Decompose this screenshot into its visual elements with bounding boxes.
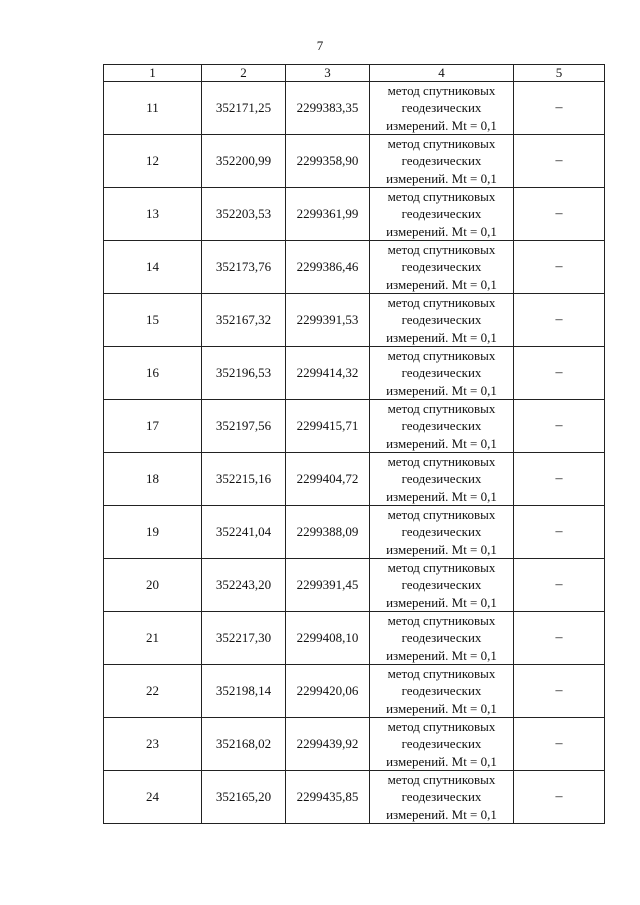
- coordinates-table: [103, 64, 605, 824]
- x-coordinate-cell: 352203,53: [202, 188, 286, 241]
- x-coordinate-cell: 352168,02: [202, 718, 286, 771]
- note-cell: –: [514, 241, 605, 294]
- table-row: [104, 612, 605, 665]
- y-coordinate-cell: 2299358,90: [286, 135, 370, 188]
- method-cell: метод спутниковых геодезических измерений. Mt = 0,1: [370, 771, 514, 824]
- x-coordinate-cell: 352173,76: [202, 241, 286, 294]
- y-coordinate-cell: 2299408,10: [286, 612, 370, 665]
- x-coordinate-cell: 352198,14: [202, 665, 286, 718]
- point-number-cell: 23: [104, 718, 202, 771]
- point-number-cell: 13: [104, 188, 202, 241]
- table-row: [104, 347, 605, 400]
- table-row: [104, 718, 605, 771]
- y-coordinate-cell: 2299391,45: [286, 559, 370, 612]
- note-cell: –: [514, 506, 605, 559]
- note-cell: –: [514, 718, 605, 771]
- table-row: [104, 453, 605, 506]
- y-coordinate-cell: 2299404,72: [286, 453, 370, 506]
- method-cell: метод спутниковых геодезических измерений. Mt = 0,1: [370, 612, 514, 665]
- note-cell: –: [514, 347, 605, 400]
- header-col-5: 5: [514, 65, 605, 82]
- point-number-cell: 11: [104, 82, 202, 135]
- x-coordinate-cell: 352217,30: [202, 612, 286, 665]
- table-row: [104, 135, 605, 188]
- method-cell: метод спутниковых геодезических измерений. Mt = 0,1: [370, 135, 514, 188]
- point-number-cell: 12: [104, 135, 202, 188]
- y-coordinate-cell: 2299414,32: [286, 347, 370, 400]
- y-coordinate-cell: 2299386,46: [286, 241, 370, 294]
- x-coordinate-cell: 352200,99: [202, 135, 286, 188]
- y-coordinate-cell: 2299439,92: [286, 718, 370, 771]
- header-col-3: 3: [286, 65, 370, 82]
- y-coordinate-cell: 2299435,85: [286, 771, 370, 824]
- method-cell: метод спутниковых геодезических измерений. Mt = 0,1: [370, 718, 514, 771]
- point-number-cell: 16: [104, 347, 202, 400]
- method-cell: метод спутниковых геодезических измерений. Mt = 0,1: [370, 453, 514, 506]
- point-number-cell: 14: [104, 241, 202, 294]
- x-coordinate-cell: 352196,53: [202, 347, 286, 400]
- x-coordinate-cell: 352215,16: [202, 453, 286, 506]
- note-cell: –: [514, 188, 605, 241]
- method-cell: метод спутниковых геодезических измерений. Mt = 0,1: [370, 294, 514, 347]
- y-coordinate-cell: 2299420,06: [286, 665, 370, 718]
- method-cell: метод спутниковых геодезических измерений. Mt = 0,1: [370, 188, 514, 241]
- table-row: [104, 294, 605, 347]
- x-coordinate-cell: 352167,32: [202, 294, 286, 347]
- x-coordinate-cell: 352241,04: [202, 506, 286, 559]
- table-row: [104, 241, 605, 294]
- point-number-cell: 21: [104, 612, 202, 665]
- x-coordinate-cell: 352171,25: [202, 82, 286, 135]
- point-number-cell: 17: [104, 400, 202, 453]
- note-cell: –: [514, 400, 605, 453]
- point-number-cell: 20: [104, 559, 202, 612]
- table-row: [104, 665, 605, 718]
- y-coordinate-cell: 2299361,99: [286, 188, 370, 241]
- header-col-4: 4: [370, 65, 514, 82]
- note-cell: –: [514, 453, 605, 506]
- header-col-2: 2: [202, 65, 286, 82]
- note-cell: –: [514, 82, 605, 135]
- note-cell: –: [514, 135, 605, 188]
- note-cell: –: [514, 665, 605, 718]
- note-cell: –: [514, 612, 605, 665]
- table-row: [104, 506, 605, 559]
- method-cell: метод спутниковых геодезических измерений. Mt = 0,1: [370, 82, 514, 135]
- page-number: 7: [316, 38, 324, 53]
- point-number-cell: 19: [104, 506, 202, 559]
- point-number-cell: 24: [104, 771, 202, 824]
- table-header-row: [104, 65, 605, 82]
- note-cell: –: [514, 294, 605, 347]
- method-cell: метод спутниковых геодезических измерений. Mt = 0,1: [370, 506, 514, 559]
- note-cell: –: [514, 559, 605, 612]
- table-row: [104, 188, 605, 241]
- note-cell: –: [514, 771, 605, 824]
- table-row: [104, 82, 605, 135]
- x-coordinate-cell: 352243,20: [202, 559, 286, 612]
- method-cell: метод спутниковых геодезических измерений. Mt = 0,1: [370, 347, 514, 400]
- method-cell: метод спутниковых геодезических измерений. Mt = 0,1: [370, 559, 514, 612]
- table-row: [104, 771, 605, 824]
- method-cell: метод спутниковых геодезических измерений. Mt = 0,1: [370, 400, 514, 453]
- table-row: [104, 400, 605, 453]
- table-body: [104, 82, 605, 824]
- method-cell: метод спутниковых геодезических измерений. Mt = 0,1: [370, 241, 514, 294]
- method-cell: метод спутниковых геодезических измерений. Mt = 0,1: [370, 665, 514, 718]
- y-coordinate-cell: 2299388,09: [286, 506, 370, 559]
- x-coordinate-cell: 352165,20: [202, 771, 286, 824]
- table-row: [104, 559, 605, 612]
- y-coordinate-cell: 2299391,53: [286, 294, 370, 347]
- y-coordinate-cell: 2299415,71: [286, 400, 370, 453]
- y-coordinate-cell: 2299383,35: [286, 82, 370, 135]
- point-number-cell: 15: [104, 294, 202, 347]
- point-number-cell: 22: [104, 665, 202, 718]
- point-number-cell: 18: [104, 453, 202, 506]
- x-coordinate-cell: 352197,56: [202, 400, 286, 453]
- header-col-1: 1: [104, 65, 202, 82]
